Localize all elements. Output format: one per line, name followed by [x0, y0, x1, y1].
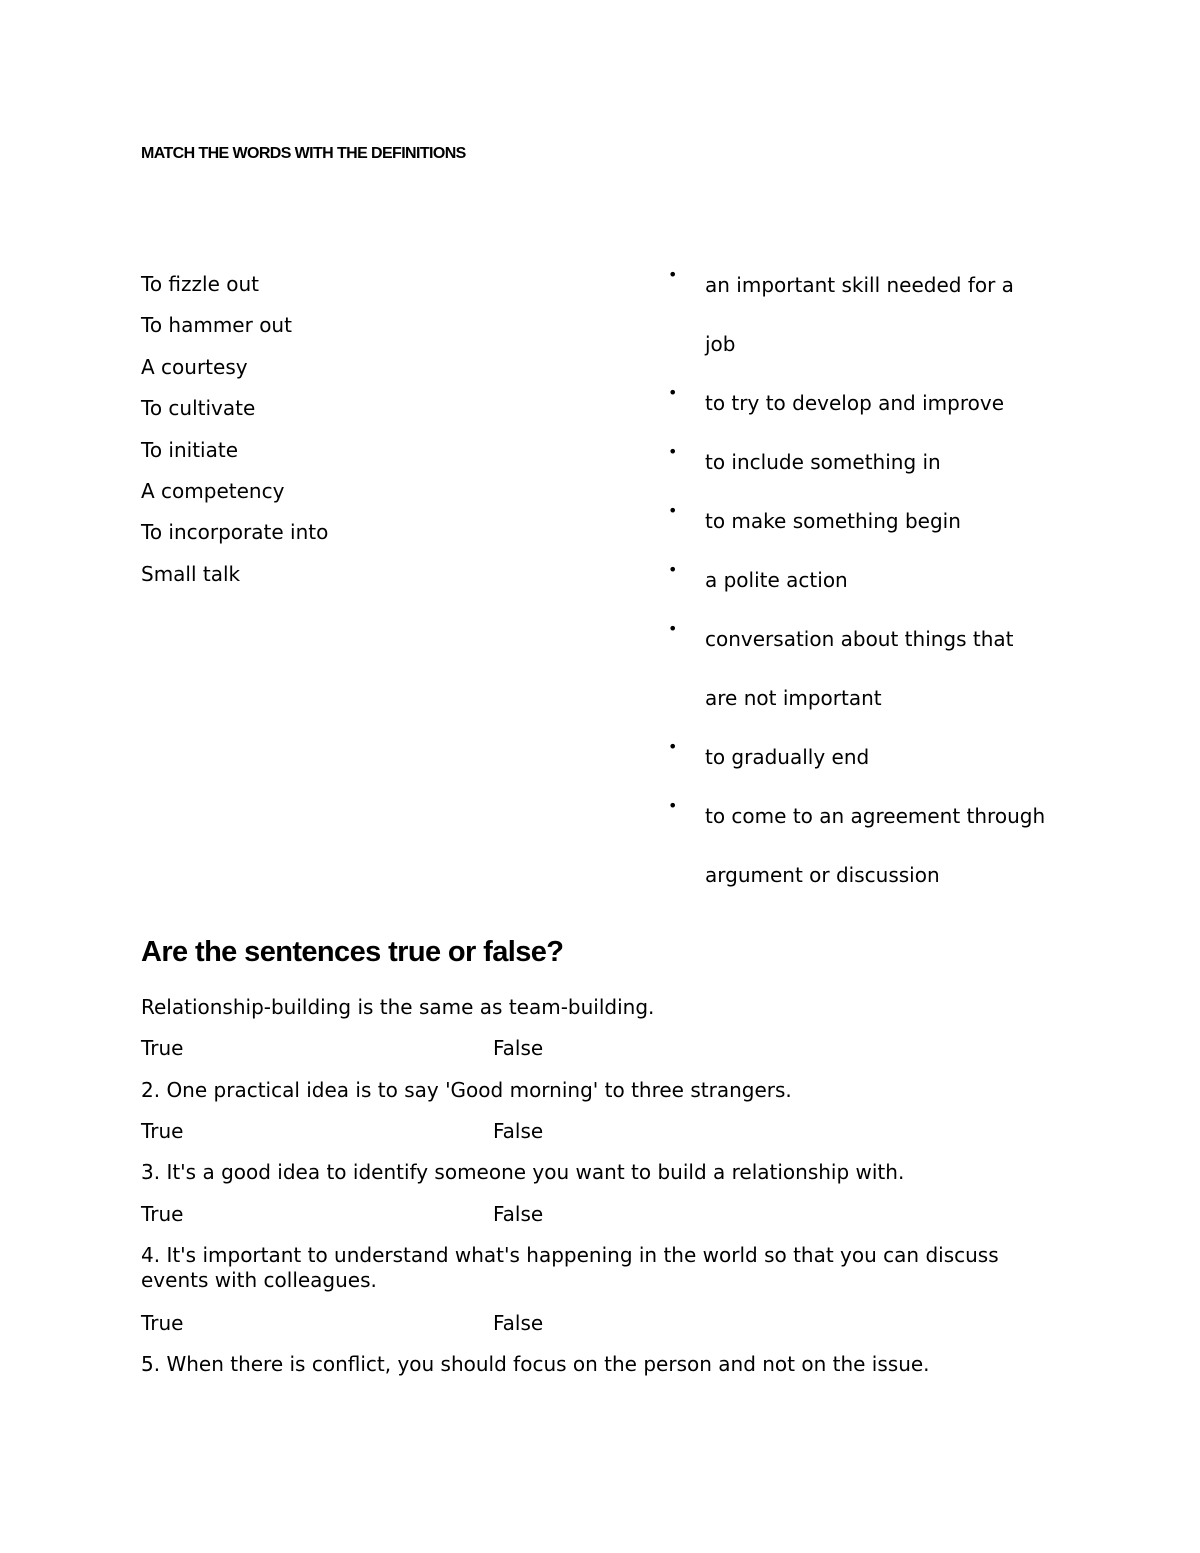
question-statement: 5. When there is conflict, you should focus on the person and not on the issue.: [141, 1352, 930, 1376]
true-option[interactable]: True: [141, 1119, 184, 1143]
definition-item: [668, 374, 1138, 433]
bullet-icon: •: [668, 796, 678, 815]
definition-text-continued: are not important: [705, 686, 882, 710]
word-item: To initiate: [141, 437, 239, 462]
answer-options: [141, 1119, 1041, 1144]
bullet-icon: •: [668, 383, 678, 402]
bullet-icon: •: [668, 442, 678, 461]
true-false-question: [141, 1160, 1041, 1185]
bullet-icon: •: [668, 501, 678, 520]
definition-item: [668, 433, 1138, 492]
bullet-icon: •: [668, 619, 678, 638]
definition-item: [668, 256, 1138, 374]
word-item: To cultivate: [141, 396, 256, 421]
true-option[interactable]: True: [141, 1036, 184, 1060]
word-item: A competency: [141, 478, 285, 503]
false-option[interactable]: False: [493, 1311, 544, 1335]
true-false-question: [141, 1078, 1041, 1103]
true-option[interactable]: True: [141, 1202, 184, 1226]
definition-text: to try to develop and improve: [705, 391, 1004, 415]
question-statement: 2. One practical idea is to say 'Good morning' to three strangers.: [141, 1078, 792, 1102]
definition-text: to include something in: [705, 450, 941, 474]
false-option[interactable]: False: [493, 1119, 544, 1143]
answer-options: [141, 1311, 1041, 1336]
true-false-heading: Are the sentences true or false?: [141, 936, 564, 968]
definition-list: [668, 256, 1138, 905]
definition-item: [668, 728, 1138, 787]
definition-item: [668, 492, 1138, 551]
definition-text: conversation about things that: [705, 627, 1014, 651]
question-statement: 4. It's important to understand what's happening in the world so that you can discuss events with colleagues.: [141, 1243, 999, 1292]
bullet-icon: •: [668, 737, 678, 756]
definition-text-continued: argument or discussion: [705, 863, 940, 887]
definition-item: [668, 610, 1138, 728]
definition-text: to make something begin: [705, 509, 961, 533]
definition-text: an important skill needed for a: [705, 273, 1014, 297]
word-item: To fizzle out: [141, 272, 259, 296]
bullet-icon: •: [668, 560, 678, 579]
question-statement: Relationship-building is the same as team-building.: [141, 995, 655, 1019]
definition-text: to gradually end: [705, 745, 870, 769]
word-item: Small talk: [141, 561, 241, 586]
word-item: To hammer out: [141, 313, 292, 338]
definition-text: to come to an agreement through: [705, 804, 1046, 828]
true-false-question: [141, 1243, 1041, 1293]
answer-options: [141, 1202, 1041, 1227]
definition-text: a polite action: [705, 568, 848, 592]
bullet-icon: •: [668, 265, 678, 284]
word-item: A courtesy: [141, 354, 248, 379]
true-option[interactable]: True: [141, 1311, 184, 1335]
answer-options: [141, 1036, 1041, 1061]
question-statement: 3. It's a good idea to identify someone you want to build a relationship with.: [141, 1160, 905, 1184]
word-list: [141, 264, 328, 595]
false-option[interactable]: False: [493, 1202, 544, 1226]
true-false-question: [141, 995, 1041, 1020]
definition-text-continued: job: [705, 332, 736, 356]
false-option[interactable]: False: [493, 1036, 544, 1060]
word-item: To incorporate into: [141, 520, 329, 545]
definition-item: [668, 787, 1138, 905]
definition-item: [668, 551, 1138, 610]
true-false-question: [141, 1352, 1041, 1377]
match-heading: MATCH THE WORDS WITH THE DEFINITIONS: [141, 145, 466, 162]
